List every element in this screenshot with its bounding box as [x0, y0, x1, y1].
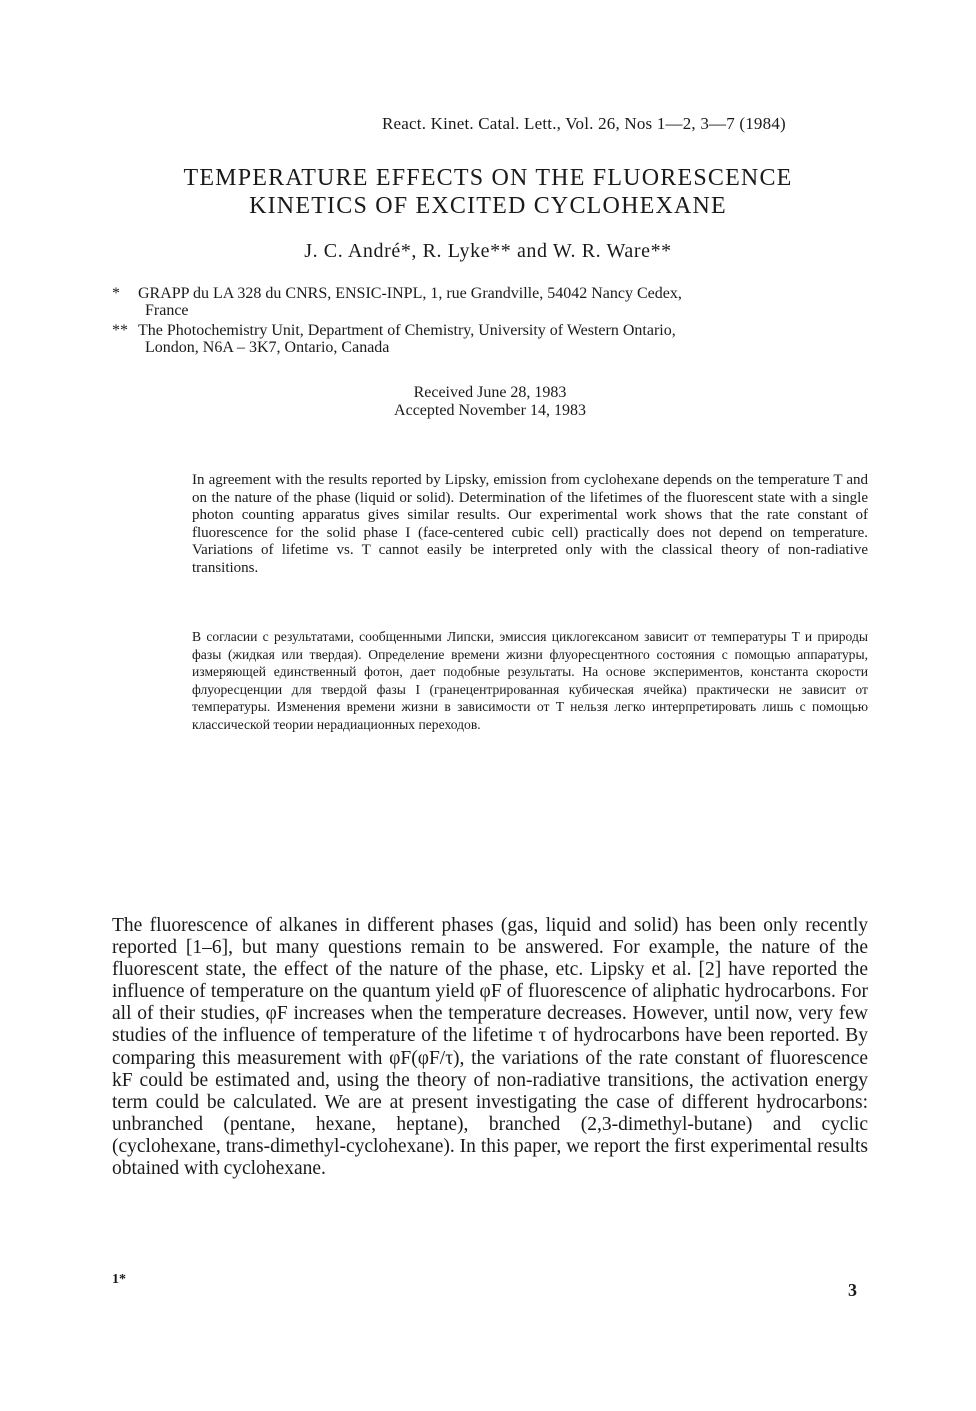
affiliation-2: [112, 322, 872, 356]
dates-block: [300, 384, 680, 420]
abstract-russian: В согласии с результатами, сообщенными Липски, эмиссия циклогексаном зависит от температуры T и природы фазы (жидкая или твердая). Определение времени жизни флуоресцентного состояния с помощью аппаратуры, измеряющей единственный фотон, дает подобные результаты. На основе экспериментов, константа скорости флуоресценции для твердой фазы I (гранецентрированная кубическая ячейка) практически не зависит от температуры. Изменения времени жизни в зависимости от T нельзя легко интерпретировать лишь с помощью классической теории нерадиационных переходов.: [192, 629, 868, 732]
abstract-english: In agreement with the results reported by Lipsky, emission from cyclohexane depends on the temperature T and on the nature of the phase (liquid or solid). Determination of the lifetimes of the fluorescent state with a single photon counting apparatus gives similar results. Our experimental work shows that the rate constant of fluorescence for the solid phase I (face-centered cubic cell) practically does not depend on temperature. Variations of lifetime vs. T cannot easily be interpreted only with the classical theory of non-radiative transitions.: [192, 472, 868, 576]
page-number: 3: [848, 1280, 857, 1300]
journal-reference: React. Kinet. Catal. Lett., Vol. 26, Nos 1—2, 3—7 (1984): [382, 114, 786, 133]
body-paragraph: The fluorescence of alkanes in different phases (gas, liquid and solid) has been only recently reported [1–6], but many questions remain to be answered. For example, the nature of the fluorescent state, the effect of the nature of the phase, etc. Lipsky et al. [2] have reported the influence of temperature on the quantum yield φF of fluorescence of aliphatic hydrocarbons. For all of their studies, φF increases when the temperature decreases. However, until now, very few studies of the influence of temperature of the lifetime τ of hydrocarbons have been reported. By comparing this measurement with φF(φF/τ), the variations of the rate constant of fluorescence kF could be estimated and, using the theory of non-radiative transitions, the activation energy term could be calculated. We are at present investigating the case of different hydrocarbons: unbranched (pentane, hexane, heptane), branched (2,3-dimethyl-butane) and cyclic (cyclohexane, trans-dimethyl-cyclohexane). In this paper, we report the first experimental results obtained with cyclohexane.: [112, 915, 868, 1180]
affiliation-line: London, N6A – 3K7, Ontario, Canada: [145, 339, 390, 356]
affiliation-mark: *: [112, 285, 120, 302]
title-line-2: KINETICS OF EXCITED CYCLOHEXANE: [249, 193, 727, 219]
affiliation-line: France: [145, 302, 189, 319]
paper-title: [100, 164, 876, 220]
affiliation-1: [112, 285, 872, 319]
signature-mark: 1*: [112, 1272, 126, 1287]
author-list: J. C. André*, R. Lyke** and W. R. Ware**: [304, 240, 672, 262]
title-line-1: TEMPERATURE EFFECTS ON THE FLUORESCENCE: [183, 165, 793, 191]
affiliation-mark: **: [112, 322, 128, 339]
received-date: Received June 28, 1983: [413, 384, 567, 401]
affiliation-line: The Photochemistry Unit, Department of Chemistry, University of Western Ontario,: [138, 322, 676, 339]
accepted-date: Accepted November 14, 1983: [394, 402, 586, 419]
affiliation-line: GRAPP du LA 328 du CNRS, ENSIC-INPL, 1, rue Grandville, 54042 Nancy Cedex,: [138, 285, 682, 302]
